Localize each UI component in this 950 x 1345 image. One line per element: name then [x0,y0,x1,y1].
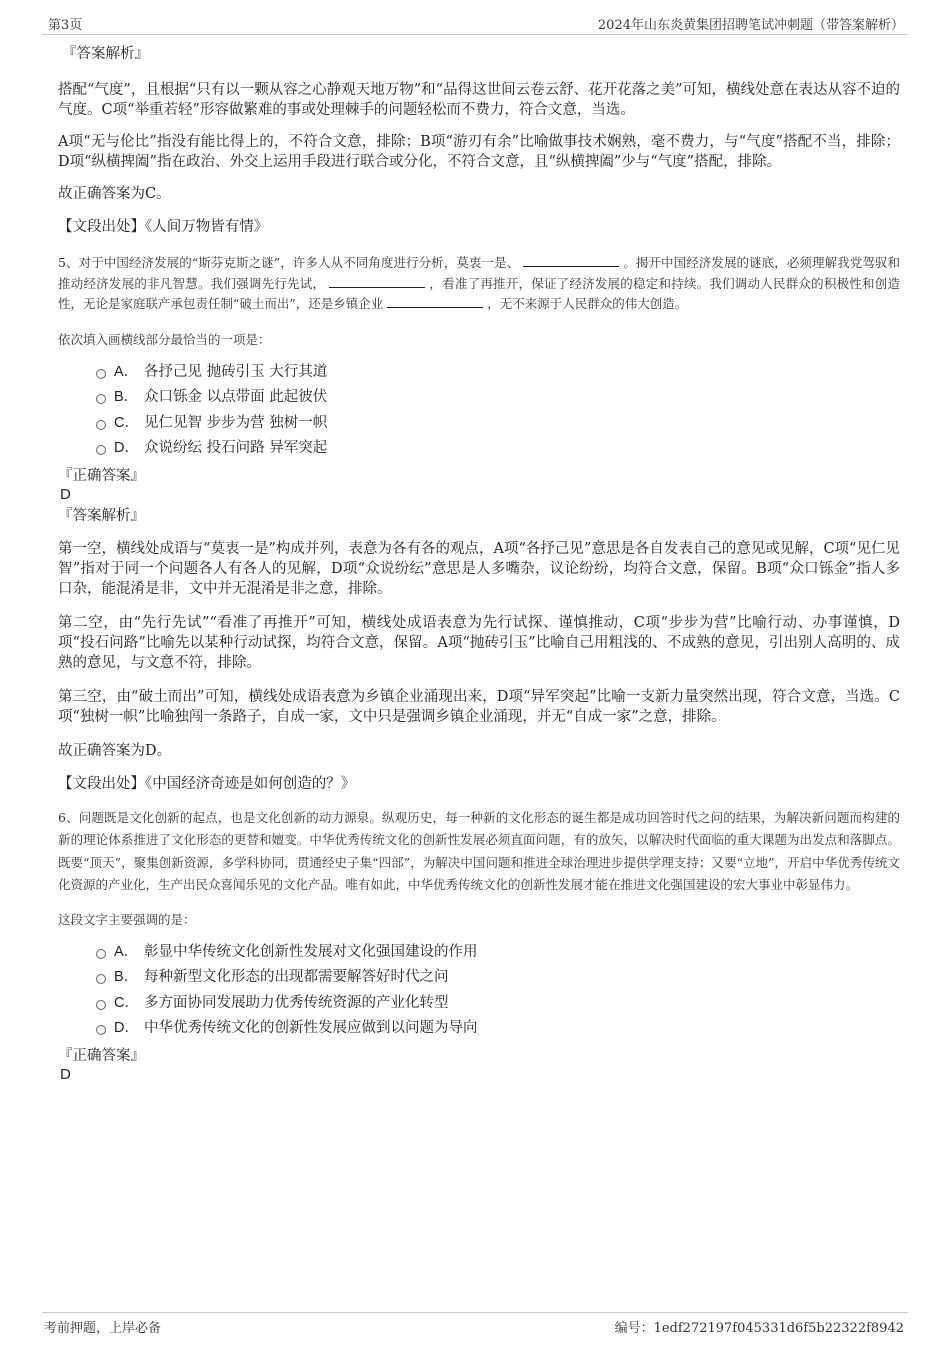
stem-text: ，无不来源于人民群众的伟大创造。 [487,296,688,311]
page-content [58,44,900,1084]
analysis-paragraph: A项“无与伦比”指没有能比得上的，不符合文意，排除；B项“游刃有余”比喻做事技术娴熟，毫不费力，与“气度”搭配不当，排除；D项“纵横捭阖”指在政治、外交上运用手段进行联合或分化，不符合文意，且“纵横捭阖”少与“气度”搭配，排除。 [58,134,900,170]
question-5 [58,253,900,794]
analysis-conclusion: 故正确答案为D。 [58,742,172,759]
option-b[interactable]: B． 众口铄金 以点带面 此起彼伏 [96,385,900,411]
fill-blank-2 [329,274,425,288]
radio-button-icon[interactable] [96,1000,106,1010]
source-label: 【文段出处】 [58,775,145,792]
option-list [58,360,900,462]
analysis-conclusion: 故正确答案为C。 [58,186,171,202]
fill-blank-3 [387,294,483,308]
radio-button-icon[interactable] [96,420,106,430]
source-line [58,774,900,794]
question-prompt: 依次填入画横线部分最恰当的一项是： [58,331,271,347]
analysis-label: 『答案解析』 [58,507,145,524]
source-title: 《中国经济奇迹是如何创造的？》 [145,775,356,792]
question-prompt: 这段文字主要强调的是： [58,911,196,927]
option-d[interactable]: D． 中华优秀传统文化的创新性发展应做到以问题为导向 [96,1016,900,1042]
page-footer [42,1312,908,1335]
option-a[interactable]: A． 彰显中华传统文化创新性发展对文化强国建设的作用 [96,940,900,966]
source-line [58,217,900,237]
analysis-paragraph: 搭配“气度”，且根据“只有以一颗从容之心静观天地万物”和“品得这世间云卷云舒、花开花落之美”可知，横线处意在表达从容不迫的气度。C项“举重若轻”形容做繁难的事或处理棘手的问题轻松而不费力，符合文意，当选。 [58,82,900,118]
option-list [58,940,900,1042]
correct-answer: D [60,485,71,503]
footer-slogan: 考前押题，上岸必备 [44,1321,162,1336]
document-serial: 编号：1edf272197f045331d6f5b22322f8942 [614,1321,904,1336]
analysis-label: 『答案解析』 [62,46,149,62]
option-c[interactable]: C． 见仁见智 步步为营 独树一帜 [96,411,900,437]
page-header [42,12,908,35]
fill-blank-1 [523,253,619,267]
question-6 [58,807,900,1084]
radio-button-icon[interactable] [96,445,106,455]
correct-answer: D [60,1065,71,1083]
source-label: 【文段出处】 [58,219,145,235]
stem-text: ，看准了再推开，保证了经济发展的稳定和持续。我们调动人民群众的积极性和创造性，无论是家庭联产承包责任制“破土而出”，还是乡镇企业 [58,275,900,311]
radio-button-icon[interactable] [96,369,106,379]
analysis-paragraph: 第三空，由“破土而出”可知，横线处成语表意为乡镇企业涌现出来，D项“异军突起”比喻一支新力量突然出现，符合文意，当选。C项“独树一帜”比喻独闯一条路子，自成一家，文中只是强调乡镇企业涌现，并无“自成一家”之意，排除。 [58,688,900,725]
radio-button-icon[interactable] [96,1025,106,1035]
correct-answer-label: 『正确答案』 [58,467,145,484]
question-4-analysis [58,44,900,237]
radio-button-icon[interactable] [96,974,106,984]
option-b[interactable]: B． 每种新型文化形态的出现都需要解答好时代之问 [96,965,900,991]
stem-text: 。揭开中国经济发展的谜底，必须理解我党驾驭和推动经济发展的非凡智慧。我们强调先行先试， [58,255,900,291]
page-number: 第3页 [48,18,83,33]
option-c[interactable]: C． 多方面协同发展助力优秀传统资源的产业化转型 [96,991,900,1017]
source-title: 《人间万物皆有情》 [145,219,269,235]
stem-text: 5、对于中国经济发展的“斯芬克斯之谜”，许多人从不同角度进行分析，莫衷一是、 [58,255,520,270]
question-stem: 6、问题既是文化创新的起点，也是文化创新的动力源泉。纵观历史，每一种新的文化形态的诞生都是成功回答时代之问的结果，为解决新问题而构建的新的理论体系推进了文化形态的更替和嬗变。中华优秀传统文化的创新性发展必须直面问题，有的放矢，以解决时代面临的重大课题为出发点和落脚点。既要“顶天”，聚集创新资源，多学科协同，贯通经史子集“四部”，为解决中国问题和推进全球治理进步提供学理支持；又要“立地”，开启中华优秀传统文化资源的产业化，生产出民众喜闻乐见的文化产品。唯有如此，中华优秀传统文化的创新性发展才能在推进文化强国建设的宏大事业中彰显伟力。 [58,809,900,892]
option-d[interactable]: D． 众说纷纭 投石问路 异军突起 [96,436,900,462]
document-title: 2024年山东炎黄集团招聘笔试冲刺题（带答案解析） [597,18,904,33]
option-a[interactable]: A． 各抒己见 抛砖引玉 大行其道 [96,360,900,386]
radio-button-icon[interactable] [96,949,106,959]
question-stem [58,253,900,315]
analysis-paragraph: 第二空，由“先行先试”“看准了再推开”可知，横线处成语表意为先行试探、谨慎推动，C项“步步为营”比喻行动、办事谨慎，D项“投石问路”比喻先以某种行动试探，均符合文意，保留。A项“抛砖引玉”比喻自己用粗浅的、不成熟的意见，引出别人高明的、成熟的意见，与文意不符，排除。 [58,614,900,671]
analysis-paragraph: 第一空，横线处成语与“莫衷一是”构成并列，表意为各有各的观点，A项“各抒己见”意思是各自发表自己的意见或见解，C项“见仁见智”指对于同一个问题各人有各人的见解，D项“众说纷纭”意思是人多嘴杂，议论纷纷，均符合文意，保留。B项“众口铄金”指人多口杂，能混淆是非，文中并无混淆是非之意，排除。 [58,540,900,597]
radio-button-icon[interactable] [96,394,106,404]
correct-answer-label: 『正确答案』 [58,1047,145,1064]
